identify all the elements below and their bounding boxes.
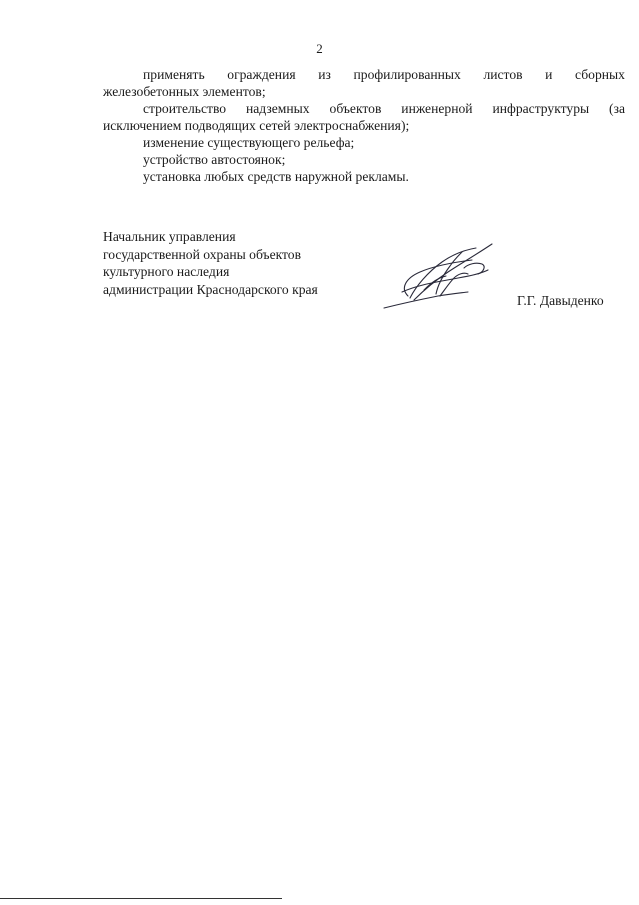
word: и: [545, 67, 553, 82]
restrictions-list: [103, 66, 625, 185]
position-line: государственной охраны объектов: [103, 246, 302, 262]
position-line: Начальник управления: [103, 229, 236, 244]
position-line: культурного наследия: [103, 264, 230, 279]
handwritten-signature: [380, 238, 510, 312]
word: сборных: [575, 67, 625, 82]
item-1-first-line: [143, 66, 625, 83]
word: надземных: [246, 101, 310, 116]
footer-divider: [0, 898, 282, 899]
word: ограждения: [227, 67, 296, 82]
item-5: установка любых средств наружной рекламы.: [143, 169, 409, 184]
word: объектов: [329, 101, 382, 116]
signer-name: Г.Г. Давыденко: [517, 293, 604, 308]
word: листов: [483, 67, 523, 82]
item-4: устройство автостоянок;: [143, 152, 286, 167]
word: из: [318, 67, 331, 82]
word: инженерной: [401, 101, 473, 116]
word: применять: [143, 67, 205, 82]
page-number: 2: [316, 41, 323, 56]
word: строительство: [143, 101, 227, 116]
item-2-first-line: [143, 100, 625, 117]
word: инфраструктуры: [492, 101, 590, 116]
item-2-continuation: исключением подводящих сетей электроснабжения);: [103, 118, 410, 133]
item-3: изменение существующего рельефа;: [143, 135, 355, 150]
item-1-continuation: железобетонных элементов;: [103, 84, 266, 99]
position-line: администрации Краснодарского края: [103, 281, 318, 297]
word: (за: [609, 101, 625, 116]
word: профилированных: [353, 67, 461, 82]
signer-position: [103, 228, 363, 298]
